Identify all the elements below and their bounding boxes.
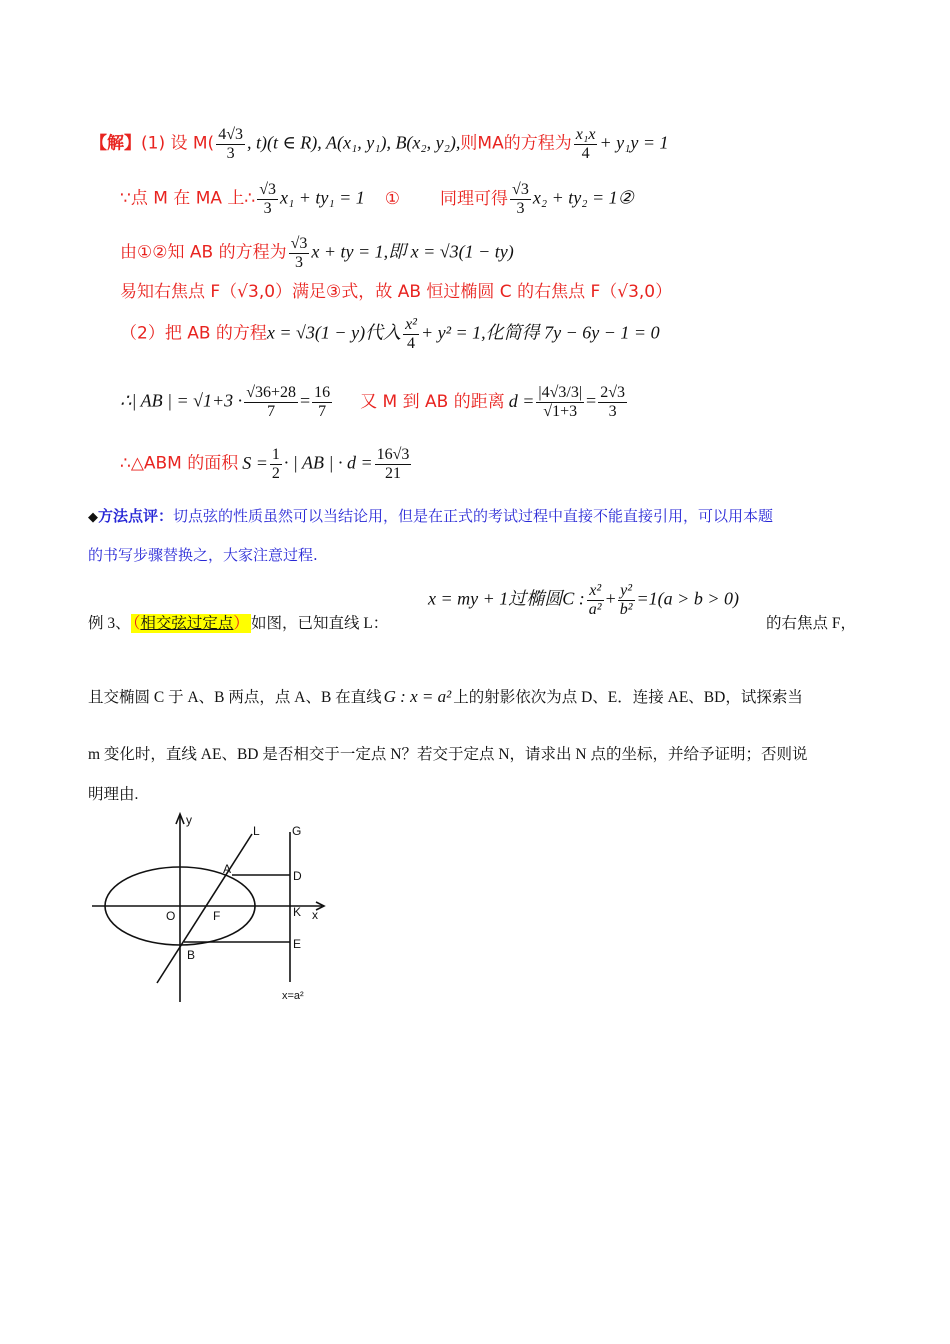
line7-fraction1: $\frac{1}{2}$ bbox=[271, 446, 280, 483]
label-x: x bbox=[312, 908, 318, 922]
example-number: 例 3、 bbox=[88, 615, 131, 632]
ellipse-plus: + bbox=[605, 588, 616, 609]
para2-b: 上的射影依次为点 D、E．连接 AE、BD，试探索当 bbox=[453, 689, 803, 706]
line3-prefix: 由①②知 AB 的方程为 bbox=[120, 242, 287, 263]
line5-eq2: + y² = 1,化简得 7y − 6y − 1 = 0 bbox=[420, 322, 660, 343]
label-k: K bbox=[293, 905, 302, 919]
part1-coords: , t)(t ∈ R), A(x₁, y₁), B(x₂, y₂), bbox=[246, 132, 461, 153]
bullet-icon: ◆ bbox=[88, 509, 98, 524]
solution-line5 bbox=[120, 316, 660, 354]
example3-para2 bbox=[88, 688, 803, 706]
label-d: D bbox=[293, 869, 302, 883]
ma-eq-fraction: $\frac{\text{x₁x}}{4}$ bbox=[575, 126, 596, 163]
line5-prefix: （2）把 AB 的方程 bbox=[120, 323, 267, 344]
line6-fraction2: $\frac{16}{7}$ bbox=[314, 384, 331, 421]
line4-text: 易知右焦点 F（√3,0）满足③式，故 AB 恒过椭圆 C 的右焦点 F（√3,0） bbox=[120, 282, 673, 302]
comment-text2: 的书写步骤替换之，大家注意过程. bbox=[88, 546, 318, 564]
line6-eq-end: = bbox=[586, 390, 597, 411]
line7-fraction2: $\frac{16√3}{21}$ bbox=[376, 446, 410, 483]
part1-label: (1) 设 M( bbox=[141, 133, 215, 154]
method-comment-line1 bbox=[88, 509, 773, 525]
solution-part1 bbox=[90, 126, 669, 164]
m-x-fraction: $\frac{4√3}{3}$ bbox=[218, 126, 243, 163]
label-x-eq-a2: x=a² bbox=[282, 990, 304, 1002]
line7-prefix: ∴△ABM 的面积 bbox=[120, 453, 239, 474]
example3-para3: m 变化时，直线 AE、BD 是否相交于一定点 N？若交于定点 N，请求出 N 点的坐标，并给予证明；否则说 bbox=[88, 746, 808, 763]
label-g: G bbox=[292, 824, 302, 838]
line2-same: 同理可得 bbox=[440, 188, 509, 209]
line6-fraction1: $\frac{√36+28}{7}$ bbox=[246, 384, 296, 421]
method-comment-line2 bbox=[88, 548, 318, 564]
label-f: F bbox=[213, 909, 221, 923]
example3-equation bbox=[428, 582, 739, 620]
ellipse-figure bbox=[92, 812, 342, 1006]
line6-prefix: ∴| AB | = √1+3 · bbox=[120, 390, 243, 411]
ellipse-x-term: $\frac{\text{x²}}{\text{a²}}$ bbox=[588, 582, 602, 619]
example-intro: 如图，已知直线 L： bbox=[250, 615, 389, 632]
label-a: A bbox=[223, 862, 232, 876]
ellipse-y-term: $\frac{\text{y²}}{\text{b²}}$ bbox=[619, 582, 633, 619]
part1-eq-tail: + y₁y = 1 bbox=[599, 132, 669, 153]
comment-label: 方法点评： bbox=[98, 507, 174, 525]
line6-fraction3: $\frac{2√3}{3}$ bbox=[600, 384, 625, 421]
line6-d-label: d = bbox=[508, 390, 535, 411]
line2-fraction-a: $\frac{√3}{3}$ bbox=[259, 181, 276, 218]
line2-fraction-b: $\frac{√3}{3}$ bbox=[512, 181, 529, 218]
line6-dist-text: 又 M 到 AB 的距离 bbox=[360, 391, 505, 412]
line2-eq-b: x₂ + ty₂ = 1② bbox=[532, 187, 634, 208]
line7-eq2: · | AB | · d = bbox=[283, 452, 373, 473]
line2-mark1: ① bbox=[384, 188, 401, 209]
solution-line4 bbox=[120, 284, 672, 301]
para2-eq: G : x = a² bbox=[383, 687, 452, 706]
example3-after: 的右焦点 F， bbox=[766, 615, 856, 632]
line7-eq1: S = bbox=[242, 452, 268, 473]
example3-para4: 明理由. bbox=[88, 786, 139, 803]
ellipse-tail: =1(a > b > 0) bbox=[636, 588, 739, 609]
line6-d-fraction: $\frac{|4√3/3|}{√1+3}$ bbox=[538, 384, 583, 421]
example3-heading bbox=[88, 616, 388, 632]
solution-line6 bbox=[120, 384, 629, 422]
line2-prefix: ∵点 M 在 MA 上∴ bbox=[120, 188, 256, 209]
para2-a: 且交椭圆 C 于 A、B 两点，点 A、B 在直线 bbox=[88, 689, 382, 706]
label-y: y bbox=[186, 813, 192, 827]
line-equation: x = my + 1过椭圆C : bbox=[428, 588, 585, 609]
solution-line3 bbox=[120, 235, 514, 273]
label-l: L bbox=[253, 824, 260, 838]
solution-line7 bbox=[120, 446, 413, 484]
example-topic-highlight: （相交弦过定点） bbox=[132, 615, 249, 632]
label-o: O bbox=[166, 909, 176, 923]
line3-fraction: $\frac{√3}{3}$ bbox=[290, 235, 308, 272]
label-e: E bbox=[293, 937, 302, 951]
line6-eq-mid: = bbox=[300, 390, 311, 411]
line5-fraction: $\frac{\text{x²}}{4}$ bbox=[405, 316, 417, 353]
part1-then: 则MA的方程为 bbox=[460, 133, 572, 154]
line3-eq: x + ty = 1,即 x = √3(1 − ty) bbox=[311, 241, 514, 262]
line5-eq1: x = √3(1 − y)代入 bbox=[266, 322, 402, 343]
comment-text1: 切点弦的性质虽然可以当结论用，但是在正式的考试过程中直接不能直接引用，可以用本题 bbox=[173, 507, 774, 525]
label-b: B bbox=[187, 948, 196, 962]
solution-tag: 【解】 bbox=[90, 133, 141, 154]
solution-line2 bbox=[120, 181, 634, 219]
line2-eq-a: x₁ + ty₁ = 1 bbox=[280, 187, 365, 208]
